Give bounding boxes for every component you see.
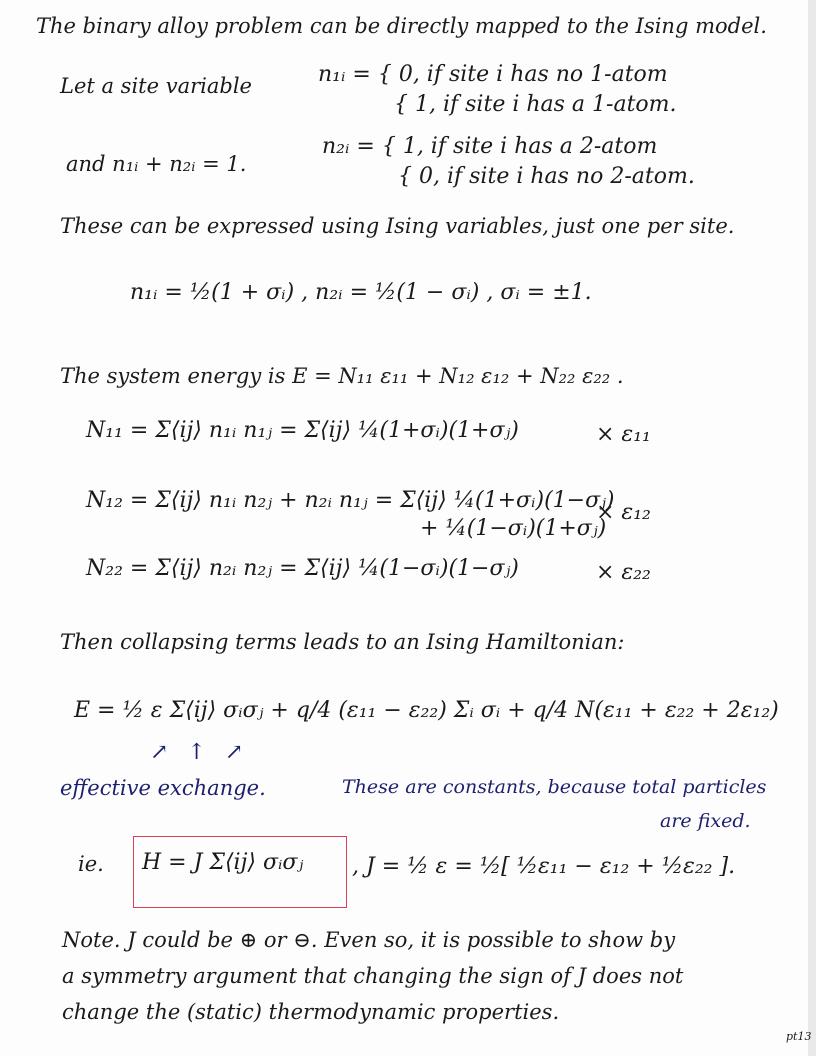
n2-definition-2: { 0, if site i has no 2-atom. <box>398 164 695 189</box>
times-e12: × ε₁₂ <box>596 500 651 525</box>
note-line-3: change the (static) thermodynamic properties. <box>62 1000 560 1024</box>
n2-definition: n₂ᵢ = { 1, if site i has a 2-atom <box>322 134 658 159</box>
ising-hamiltonian-energy: E = ½ ε Σ⟨ij⟩ σᵢσⱼ + q/4 (ε₁₁ − ε₂₂) Σᵢ σᵢ + q/4 N(ε₁₁ + ε₂₂ + 2ε₁₂) <box>74 698 779 723</box>
n12-equation: N₁₂ = Σ⟨ij⟩ n₁ᵢ n₂ⱼ + n₂ᵢ n₁ⱼ = Σ⟨ij⟩ ¼(1+σᵢ)(1−σⱼ) <box>86 488 615 513</box>
energy-equation: The system energy is E = N₁₁ ε₁₁ + N₁₂ ε₁₂ + N₂₂ ε₂₂ . <box>60 364 624 388</box>
collapse-line: Then collapsing terms leads to an Ising Hamiltonian: <box>60 630 625 654</box>
n12-equation-2: + ¼(1−σᵢ)(1+σⱼ) <box>420 516 607 541</box>
page-number: pt13 <box>786 1030 812 1043</box>
n1-definition-2: { 1, if site i has a 1-atom. <box>394 92 677 117</box>
ie-label: ie. <box>78 852 104 876</box>
constants-note: These are constants, because total particles <box>342 776 767 798</box>
times-e22: × ε₂₂ <box>596 560 651 585</box>
j-definition: , J = ½ ε = ½[ ½ε₁₁ − ε₁₂ + ½ε₂₂ ]. <box>352 854 736 879</box>
annotation-arrows: ↗ ↑ ↗ <box>150 740 250 765</box>
n22-equation: N₂₂ = Σ⟨ij⟩ n₂ᵢ n₂ⱼ = Σ⟨ij⟩ ¼(1−σᵢ)(1−σⱼ) <box>86 556 519 581</box>
n11-equation: N₁₁ = Σ⟨ij⟩ n₁ᵢ n₁ⱼ = Σ⟨ij⟩ ¼(1+σᵢ)(1+σⱼ) <box>86 418 519 443</box>
note-line-1: Note. J could be ⊕ or ⊖. Even so, it is possible to show by <box>62 928 676 952</box>
effective-exchange-note: effective exchange. <box>60 776 266 800</box>
note-line-2: a symmetry argument that changing the sign of J does not <box>62 964 684 988</box>
ising-mapping: n₁ᵢ = ½(1 + σᵢ) , n₂ᵢ = ½(1 − σᵢ) , σᵢ = ±1. <box>130 280 592 305</box>
ising-intro: These can be expressed using Ising variables, just one per site. <box>60 214 735 238</box>
times-e11: × ε₁₁ <box>596 422 651 447</box>
hamiltonian: H = J Σ⟨ij⟩ σᵢσⱼ <box>142 850 304 875</box>
n1-definition: n₁ᵢ = { 0, if site i has no 1-atom <box>318 62 668 87</box>
scan-edge <box>808 0 816 1056</box>
constraint: and n₁ᵢ + n₂ᵢ = 1. <box>66 152 247 176</box>
site-variable-label: Let a site variable <box>60 74 252 98</box>
intro-line: The binary alloy problem can be directly mapped to the Ising model. <box>36 14 767 38</box>
constants-note-2: are fixed. <box>660 810 751 832</box>
